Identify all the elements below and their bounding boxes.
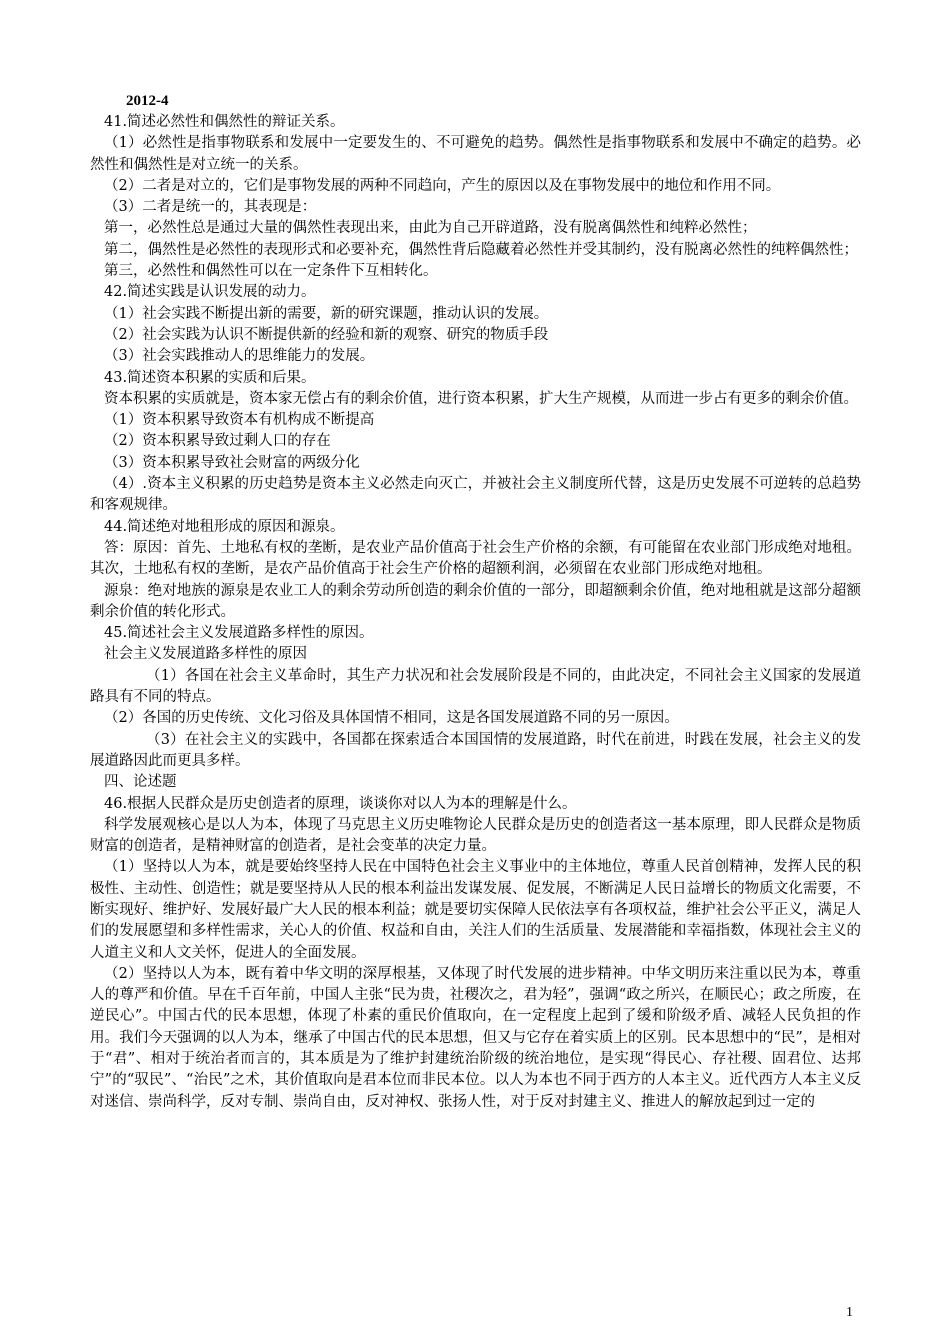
paragraph: （4）.资本主义积累的历史趋势是资本主义必然走向灭亡，并被社会主义制度所代替，这是历史发展不可逆转的总趋势和客观规律。 — [90, 476, 861, 514]
document-heading: 2012-4 — [126, 93, 169, 109]
paragraph: （3）在社会主义的实践中，各国都在探索适合本国国情的发展道路，时代在前进，时践在发展，社会主义的发展道路因此而更具多样。 — [90, 731, 861, 769]
paragraph: （2）资本积累导致过剩人口的存在 — [104, 433, 331, 450]
paragraph: 社会主义发展道路多样性的原因 — [104, 646, 307, 663]
paragraph: （1）社会实践不断提出新的需要，新的研究课题，推动认识的发展。 — [104, 305, 549, 322]
paragraph: （3）资本积累导致社会财富的两级分化 — [104, 454, 360, 471]
document-body — [90, 90, 861, 1113]
paragraph: 41.简述必然性和偶然性的辩证关系。 — [104, 114, 345, 130]
page-number: 1 — [846, 1305, 853, 1320]
paragraph: （1）坚持以人为本，就是要始终坚持人民在中国特色社会主义事业中的主体地位，尊重人民首创精神，发挥人民的积极性、主动性、创造性；就是要坚持从人民的根本利益出发谋发展、促发展，不断满足人民日益增长的物质文化需要，不断实现好、维护好、发展好最广大人民的根本利益；就是要切实保障人民依法享有各项权益，维护社会公平正义，满足人们的发展愿望和多样性需求，关心人的价值、权益和自由，关注人们的生活质量、发展潜能和幸福指数，体现社会主义的人道主义和人文关怀，促进人的全面发展。 — [90, 859, 861, 961]
paragraph: （2）社会实践为认识不断提供新的经验和新的观察、研究的物质手段 — [104, 326, 549, 343]
paragraph: 45.简述社会主义发展道路多样性的原因。 — [104, 625, 374, 642]
paragraph: 第二，偶然性是必然性的表现形式和必要补充，偶然性背后隐藏着必然性并受其制约，没有脱离必然性的纯粹偶然性； — [104, 241, 858, 258]
paragraph: 科学发展观核心是以人为本，体现了马克思主义历史唯物论人民群众是历史的创造者这一基本原理，即人民群众是物质财富的创造者，是精神财富的创造者，是社会变革的决定力量。 — [90, 816, 861, 855]
paragraph: （3）二者是统一的，其表现是： — [104, 199, 317, 216]
paragraph: 资本积累的实质就是，资本家无偿占有的剩余价值，进行资本积累，扩大生产规模，从而进一步占有更多的剩余价值。 — [104, 390, 858, 407]
paragraph: 四、论述题 — [104, 774, 177, 791]
paragraph: 源泉：绝对地族的源泉是农业工人的剩余劳动所创造的剩余价值的一部分，即超额剩余价值，绝对地租就是这部分超额剩余价值的转化形式。 — [90, 582, 861, 620]
paragraph-list — [90, 112, 861, 1113]
paragraph: 46.根据人民群众是历史创造者的原理，谈谈你对以人为本的理解是什么。 — [104, 795, 577, 812]
paragraph: （1）各国在社会主义革命时，其生产力状况和社会发展阶段是不同的，由此决定，不同社会主义国家的发展道路具有不同的特点。 — [90, 667, 861, 706]
paragraph: （2）坚持以人为本，既有着中华文明的深厚根基，又体现了时代发展的进步精神。中华文明历来注重以民为本，尊重人的尊严和价值。早在千百年前，中国人主张“民为贵，社稷次之，君为轻”，强调“政之所兴，在顺民心；政之所废，在逆民心”。中国古代的民本思想，体现了朴素的重民价值取向，在一定程度上起到了缓和阶级矛盾、减轻人民负担的作用。我们今天强调的以人为本，继承了中国古代的民本思想，但又与它存在着实质上的区别。民本思想中的“民”，是相对于“君”、相对于统治者而言的，其本质是为了维护封建统治阶级的统治地位，是实现“得民心、存社稷、固君位、达邦宁”的“驭民”、“治民”之术，其价值取向是君本位而非民本位。以人为本也不同于西方的人本主义。近代西方人本主义反对迷信、崇尚科学，反对专制、崇尚自由，反对神权、张扬人性，对于反对封建主义、推进人的解放起到过一定的 — [90, 965, 861, 1110]
paragraph: 42.简述实践是认识发展的动力。 — [104, 284, 316, 301]
paragraph: （1）必然性是指事物联系和发展中一定要发生的、不可避免的趋势。偶然性是指事物联系和发展中不确定的趋势。必然性和偶然性是对立统一的关系。 — [90, 135, 861, 173]
paragraph: （2）各国的历史传统、文化习俗及具体国情不相同，这是各国发展道路不同的另一原因。 — [104, 710, 679, 727]
paragraph: （1）资本积累导致资本有机构成不断提高 — [104, 412, 375, 429]
paragraph: 44.简述绝对地租形成的原因和源泉。 — [104, 518, 345, 535]
paragraph: （3）社会实践推动人的思维能力的发展。 — [104, 348, 375, 365]
paragraph: 第一，必然性总是通过大量的偶然性表现出来，由此为自己开辟道路，没有脱离偶然性和纯粹必然性； — [104, 220, 757, 237]
paragraph: 43.简述资本积累的实质和后果。 — [104, 369, 316, 386]
paragraph: 答：原因：首先、土地私有权的垄断，是农业产品价值高于社会生产价格的余额，有可能留在农业部门形成绝对地租。其次，土地私有权的垄断，是农产品价值高于社会生产价格的超额利润，必须留在农业部门形成绝对地租。 — [90, 539, 861, 578]
paragraph: （2）二者是对立的，它们是事物发展的两种不同趋向，产生的原因以及在事物发展中的地位和作用不同。 — [104, 177, 781, 194]
paragraph: 第三，必然性和偶然性可以在一定条件下互相转化。 — [104, 263, 438, 280]
